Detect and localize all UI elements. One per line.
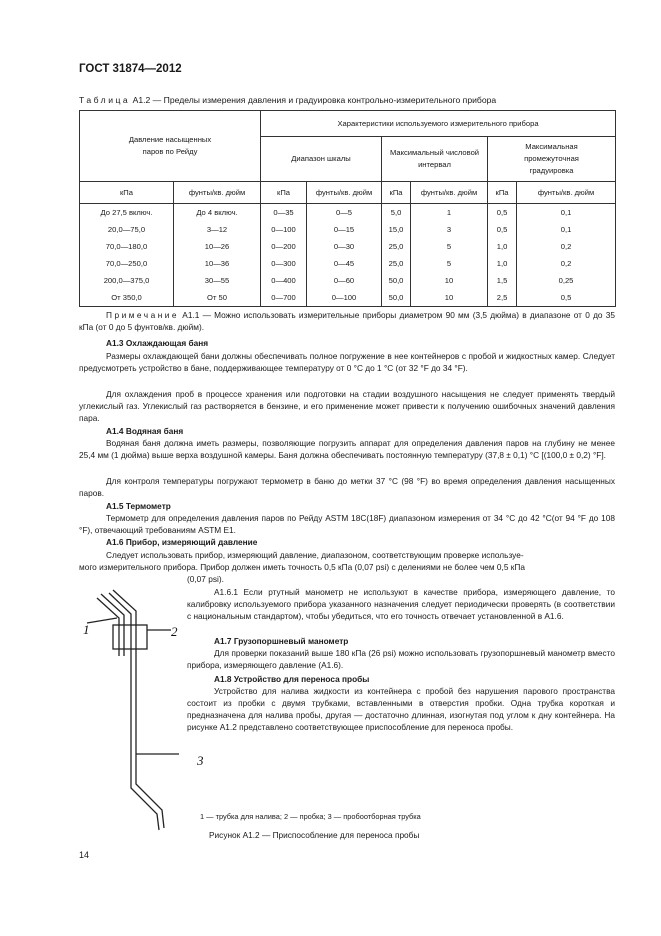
section-a18-title: А1.8 Устройство для переноса пробы bbox=[214, 674, 370, 684]
table-cell: 0,1 bbox=[517, 204, 616, 222]
table-row bbox=[80, 221, 616, 238]
table-note bbox=[79, 309, 615, 333]
figure-legend: 1 — трубка для налива; 2 — пробка; 3 — пробоотборная трубка bbox=[200, 812, 421, 821]
section-a16-title: А1.6 Прибор, измеряющий давление bbox=[106, 537, 258, 547]
section-a15-p1: Термометр для определения давления паров по Рейду ASTM 18C(18F) диапазоном измерения от 34 °С до 42 °С(от 94 °F до 108 °F), отвечающий требованиям ASTM E1. bbox=[79, 513, 615, 535]
table-cell: 0—35 bbox=[261, 204, 307, 222]
unit-cell: фунты/кв. дюйм bbox=[174, 182, 261, 204]
figure-caption: Рисунок А1.2 — Приспособление для переноса пробы bbox=[209, 830, 420, 840]
leader-1 bbox=[87, 618, 117, 623]
table-cell: 30—55 bbox=[174, 272, 261, 289]
table-cell: 10 bbox=[411, 289, 488, 307]
table-cell: 0—700 bbox=[261, 289, 307, 307]
table-cell: 1,0 bbox=[488, 238, 517, 255]
table-cell: 10 bbox=[411, 272, 488, 289]
table-cell: 15,0 bbox=[382, 221, 411, 238]
table-cell: 5,0 bbox=[382, 204, 411, 222]
section-a13-title: А1.3 Охлаждающая баня bbox=[106, 338, 209, 348]
table-cell: 70,0—250,0 bbox=[80, 255, 174, 272]
table-cell: 2,5 bbox=[488, 289, 517, 307]
table-cell: От 350,0 bbox=[80, 289, 174, 307]
section-a14-p1: Водяная баня должна иметь размеры, позволяющие погрузить аппарат для определения давления паров на глубину не менее 25,4 мм (1 дюйма) выше верха воздушной камеры. Баня должна обеспечивать постоянную температуру (37,8 ± 0,1) °С [(100,0 ± 0,2) °F]. bbox=[79, 438, 615, 460]
table-cell: 0,2 bbox=[517, 255, 616, 272]
section-a161-text: А1.6.1 Если ртутный манометр не используют в качестве прибора, измеряющего давление, то калибровку используемого прибора указанного назначения следует периодически проверять (в соответствии с национальным стандартом), чтобы убедиться, что его точность отвечает установленной в А1.6. bbox=[187, 587, 615, 621]
table-caption-word: Таблица bbox=[79, 95, 131, 105]
figure-label-3-box bbox=[195, 748, 215, 770]
section-a16-p1-line1: Следует использовать прибор, измеряющий давление, диапазоном, соответствующим проверке используе- bbox=[106, 550, 524, 560]
sampling-tube bbox=[113, 590, 164, 828]
table-cell: 0—100 bbox=[261, 221, 307, 238]
col-header-max-interval: Максимальный числовой интервал bbox=[382, 137, 488, 182]
table-cell: До 4 включ. bbox=[174, 204, 261, 222]
unit-cell: фунты/кв. дюйм bbox=[411, 182, 488, 204]
table-cell: 50,0 bbox=[382, 272, 411, 289]
unit-cell: кПа bbox=[488, 182, 517, 204]
table-row bbox=[80, 238, 616, 255]
table-row bbox=[80, 272, 616, 289]
table-cell: 0—30 bbox=[307, 238, 382, 255]
table-cell: 5 bbox=[411, 255, 488, 272]
section-a16-p1-line2: мого измерительного прибора. Прибор должен иметь точность 0,5 кПа (0,07 psi) с делениями не более чем 0,5 кПа bbox=[79, 562, 525, 572]
section-a17-title: А1.7 Грузопоршневый манометр bbox=[214, 636, 349, 646]
table-cell: 0,25 bbox=[517, 272, 616, 289]
section-a16-p1-line3: (0,07 psi). bbox=[187, 574, 224, 584]
section-a13-p2: Для охлаждения проб в процессе хранения или подготовки на стадии воздушного насыщения не следует применять твердый углекислый газ. Углекислый газ растворяется в бензине, и его применение может привести к получению ошибочных значений давления пара. bbox=[79, 389, 615, 423]
section-a14-p2: Для контроля температуры погружают термометр в баню до метки 37 °С (98 °F) во время определения давления насыщенных паров. bbox=[79, 476, 615, 498]
col-header-scale-range: Диапазон шкалы bbox=[261, 137, 382, 182]
table-cell: 0—15 bbox=[307, 221, 382, 238]
table-cell: 0,2 bbox=[517, 238, 616, 255]
section-a13-p1: Размеры охлаждающей бани должны обеспечивать полное погружение в нее контейнеров с пробой и жидкостных камер. Следует предусмотреть устройство в бане, поддерживающее температуру от 0 °С до 1 °С (от 32 °F до 34 °F). bbox=[79, 351, 615, 373]
section-a17-p1: Для проверки показаний выше 180 кПа (26 psi) можно использовать грузопоршневый манометр вместо прибора, измеряющего давление (А1.6). bbox=[187, 648, 615, 670]
table-cell: 200,0—375,0 bbox=[80, 272, 174, 289]
sample-transfer-figure bbox=[79, 588, 179, 833]
table-cell: 0,5 bbox=[488, 204, 517, 222]
page-number: 14 bbox=[79, 850, 90, 860]
unit-cell: кПа bbox=[261, 182, 307, 204]
table-row bbox=[80, 204, 616, 222]
table-cell: 70,0—180,0 bbox=[80, 238, 174, 255]
table-cell: 0,1 bbox=[517, 221, 616, 238]
table-cell: 3—12 bbox=[174, 221, 261, 238]
table-cell: 50,0 bbox=[382, 289, 411, 307]
table-cell: 0—60 bbox=[307, 272, 382, 289]
unit-cell: фунты/кв. дюйм bbox=[517, 182, 616, 204]
table-cell: 0—100 bbox=[307, 289, 382, 307]
table-cell: 0,5 bbox=[517, 289, 616, 307]
table-cell: 25,0 bbox=[382, 255, 411, 272]
col-header-instrument: Характеристики используемого измерительного прибора bbox=[261, 111, 616, 137]
table-cell: 10—26 bbox=[174, 238, 261, 255]
table-cell: 1,5 bbox=[488, 272, 517, 289]
unit-cell: фунты/кв. дюйм bbox=[307, 182, 382, 204]
table-cell: 0—45 bbox=[307, 255, 382, 272]
table-row bbox=[80, 289, 616, 307]
table-cell: 1,0 bbox=[488, 255, 517, 272]
section-a15-title: А1.5 Термометр bbox=[106, 501, 171, 511]
figure-label-2: 2 bbox=[171, 624, 178, 639]
table-row bbox=[80, 255, 616, 272]
unit-cell: кПа bbox=[382, 182, 411, 204]
stopper bbox=[113, 625, 147, 649]
unit-cell: кПа bbox=[80, 182, 174, 204]
figure-label-3: 3 bbox=[197, 753, 204, 768]
table-cell: 25,0 bbox=[382, 238, 411, 255]
table-cell: 0,5 bbox=[488, 221, 517, 238]
col-header-max-graduation: Максимальная промежуточная градуировка bbox=[488, 137, 616, 182]
table-cell: 20,0—75,0 bbox=[80, 221, 174, 238]
note-text: А1.1 — Можно использовать измерительные приборы диаметром 90 мм (3,5 дюйма) в диапазоне от 0 до 35 кПа (от 0 до 5 фунтов/кв. дюйм). bbox=[79, 310, 615, 332]
table-cell: 0—5 bbox=[307, 204, 382, 222]
section-a18-p1: Устройство для налива жидкости из контейнера с пробой без нарушения парового пространства состоит из пробки с двумя трубками, вставленными в отверстия пробки. Одна трубка короткая и предназначена для налива пробы, другая — достаточно длинная, изогнутая под углом к дну контейнера. На рисунке А1.2 представлено соответствующее приспособление для переноса пробы. bbox=[187, 686, 615, 732]
measurement-limits-table bbox=[79, 110, 616, 307]
table-cell: 10—36 bbox=[174, 255, 261, 272]
figure-label-1: 1 bbox=[83, 622, 90, 637]
section-a14-title: А1.4 Водяная баня bbox=[106, 426, 184, 436]
col-header-rvp: Давление насыщенных паров по Рейду bbox=[80, 111, 261, 182]
table-caption bbox=[79, 95, 496, 105]
table-cell: 5 bbox=[411, 238, 488, 255]
table-cell: 0—400 bbox=[261, 272, 307, 289]
table-cell: 1 bbox=[411, 204, 488, 222]
table-cell: 0—300 bbox=[261, 255, 307, 272]
table-cell: 3 bbox=[411, 221, 488, 238]
note-label: Примечание bbox=[106, 310, 180, 320]
table-cell: До 27,5 включ. bbox=[80, 204, 174, 222]
table-cell: 0—200 bbox=[261, 238, 307, 255]
sampling-tube bbox=[109, 593, 159, 830]
table-cell: От 50 bbox=[174, 289, 261, 307]
table-caption-text: А1.2 — Пределы измерения давления и градуировка контрольно-измерительного прибора bbox=[132, 95, 497, 105]
document-title: ГОСТ 31874—2012 bbox=[79, 63, 182, 75]
